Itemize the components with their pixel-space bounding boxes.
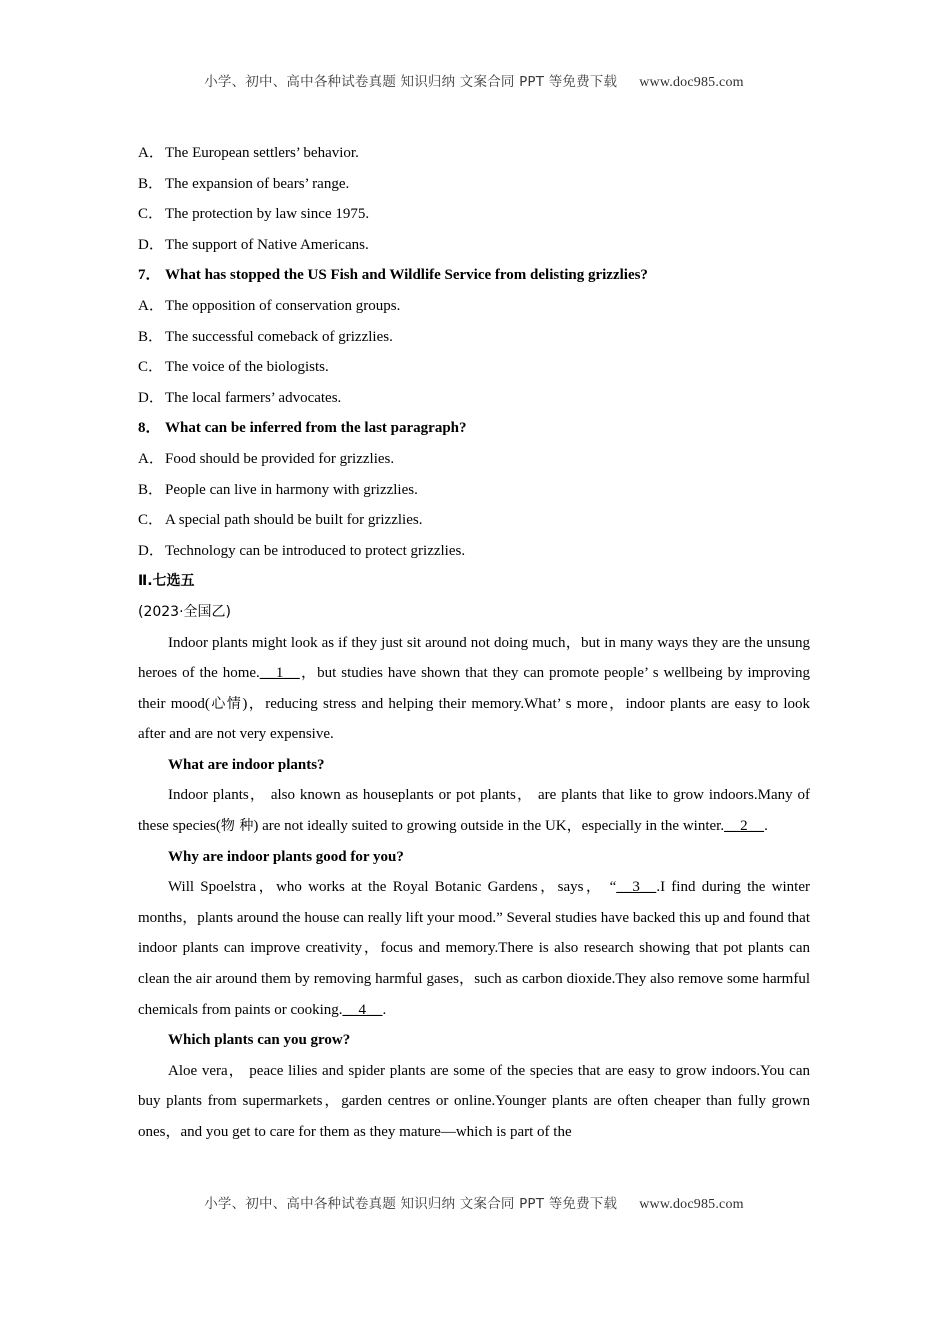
running-header-url: www.doc985.com <box>639 75 744 90</box>
source-line: (2023·全国乙) <box>138 603 232 620</box>
option-row <box>138 230 810 261</box>
passage-text: Aloe vera， peace lilies and spider plants are some of the species that are easy to grow indoors.You can buy plants from supermarkets，garden centres or online.Younger plants are often cheaper than fully grown ones，and you get to care for them as they mature—which is part of the <box>138 1062 810 1140</box>
option-label: A． <box>138 297 164 314</box>
option-row <box>138 383 810 414</box>
passage-text: Indoor plants might look as if they just sit around not doing much，but in many ways they are the unsung heroes of the home. <box>138 634 810 682</box>
blank-1[interactable]: __1__ <box>259 665 300 682</box>
passage-paragraph-2 <box>138 872 810 1025</box>
option-label: B． <box>138 175 164 192</box>
question-text: What has stopped the US Fish and Wildlife Service from delisting grizzlies? <box>165 267 648 284</box>
passage-text: . <box>764 818 768 835</box>
option-row <box>138 505 810 536</box>
option-label: B． <box>138 481 164 498</box>
option-text: The opposition of conservation groups. <box>165 297 401 314</box>
option-row <box>138 138 810 169</box>
passage-paragraph-3 <box>138 1056 810 1148</box>
option-label: D． <box>138 542 164 559</box>
option-row <box>138 199 810 230</box>
option-label: C． <box>138 512 164 529</box>
option-text: The voice of the biologists. <box>165 359 329 376</box>
passage-paragraph-1 <box>138 780 810 841</box>
option-text: Food should be provided for grizzlies. <box>165 450 395 467</box>
subheading-which-plants-can-you-grow: Which plants can you grow? <box>168 1032 351 1049</box>
option-label: A． <box>138 450 164 467</box>
passage-text: )，reducing stress and helping their memory.What’ s more，indoor plants are easy to look after and are not very expensive. <box>138 695 810 743</box>
option-label: A． <box>138 145 164 161</box>
question-8-stem <box>138 413 810 444</box>
question-number: 7． <box>138 267 161 284</box>
running-footer <box>138 1192 810 1213</box>
option-row <box>138 475 810 506</box>
running-footer-url: www.doc985.com <box>639 1197 744 1212</box>
passage-text: .I find during the winter months，plants around the house can really lift your mood.” Several studies have backed this up and found that indoor plants can improve creativity，focus and memory.There is also research showing that pot plants can clean the air around them by removing harmful gases，such as carbon dioxide.They also remove some harmful chemicals from paints or cooking. <box>138 879 810 1018</box>
page-body <box>138 0 810 1148</box>
gloss-cjk: 心情 <box>209 695 243 712</box>
question-7 <box>138 260 810 413</box>
question-number: 8． <box>138 420 161 437</box>
gloss-cjk: 物 种 <box>220 818 254 835</box>
option-row <box>138 444 810 475</box>
option-label: C． <box>138 206 164 223</box>
passage-text: ) are not ideally suited to growing outside in the UK，especially in the winter. <box>253 818 725 835</box>
option-label: C． <box>138 359 164 376</box>
passage-text: ，but studies have shown that they can promote people’ s wellbeing by improving their mood( <box>138 665 810 712</box>
option-text: A special path should be built for grizzlies. <box>165 512 423 529</box>
passage-text: Indoor plants， also known as houseplants or pot plants， are plants that like to grow indoors.Many of these species( <box>138 787 810 835</box>
option-label: D． <box>138 389 164 406</box>
passage-text: . <box>382 1001 387 1018</box>
option-text: People can live in harmony with grizzlies. <box>165 481 418 498</box>
question-6-options <box>138 138 810 260</box>
blank-2[interactable]: __2__ <box>724 818 765 835</box>
option-text: The support of Native Americans. <box>165 236 369 253</box>
running-header-text: 小学、初中、高中各种试卷真题 知识归纳 文案合同 PPT 等免费下载 <box>204 74 618 90</box>
subheading-why-are-indoor-plants-good: Why are indoor plants good for you? <box>168 848 404 865</box>
option-text: Technology can be introduced to protect grizzlies. <box>165 542 466 559</box>
option-text: The European settlers’ behavior. <box>165 145 359 161</box>
passage-text: Will Spoelstra，who works at the Royal Botanic Gardens，says， “ <box>168 879 617 896</box>
question-8 <box>138 413 810 566</box>
option-row <box>138 169 810 200</box>
running-footer-text: 小学、初中、高中各种试卷真题 知识归纳 文案合同 PPT 等免费下载 <box>204 1196 618 1212</box>
option-label: D． <box>138 236 164 253</box>
passage-intro-paragraph <box>138 628 810 750</box>
subheading-what-are-indoor-plants: What are indoor plants? <box>168 756 325 773</box>
section-heading: Ⅱ.七选五 <box>138 573 195 590</box>
reading-passage <box>138 628 810 1148</box>
blank-4[interactable]: __4__ <box>342 1001 383 1018</box>
option-row <box>138 352 810 383</box>
option-row <box>138 322 810 353</box>
question-7-stem <box>138 260 810 291</box>
option-text: The local farmers’ advocates. <box>165 389 342 406</box>
option-label: B． <box>138 328 164 345</box>
question-text: What can be inferred from the last paragraph? <box>165 420 467 437</box>
option-text: The expansion of bears’ range. <box>165 175 350 192</box>
option-text: The protection by law since 1975. <box>165 206 370 223</box>
option-row <box>138 536 810 567</box>
option-text: The successful comeback of grizzlies. <box>165 328 393 345</box>
blank-3[interactable]: __3__ <box>616 879 657 896</box>
option-row <box>138 291 810 322</box>
